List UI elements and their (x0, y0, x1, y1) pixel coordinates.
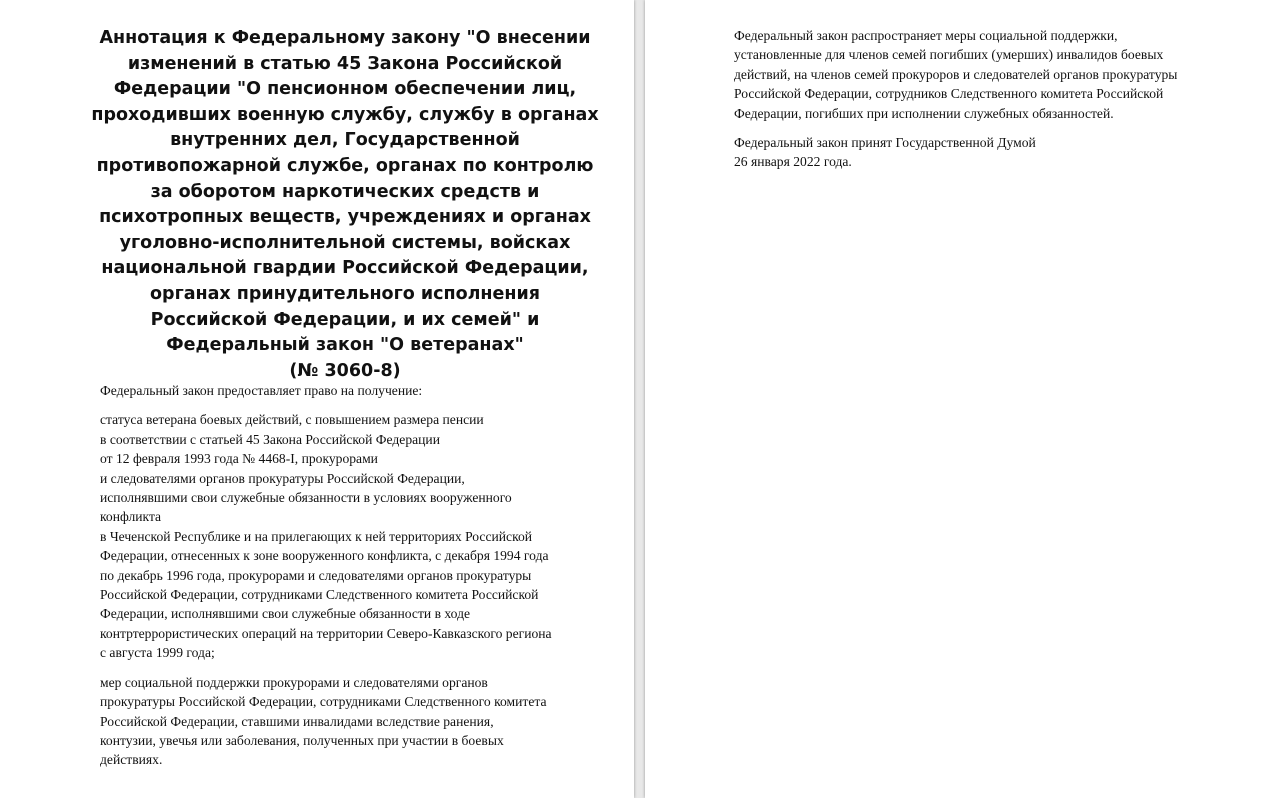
paragraph-veteran-status: статуса ветерана боевых действий, с повышением размера пенсии в соответствии с статьей 45 Закона Российской Федерации от 12 февраля 1993 года № 4468-I, прокурорами и следователями органов прокуратуры Российской Федерации, исполнявшими свои служебные обязанности в условиях вооруженного конфликта в Чеченской Республике и на прилегающих к ней территориях Российской Федерации, отнесенных к зоне вооруженного конфликта, с декабря 1994 года по декабрь 1996 года, прокурорами и следователями органов прокуратуры Российской Федерации, сотрудниками Следственного комитета Российской Федерации, исполнявшими свои служебные обязанности в ходе контртеррористических операций на территории Северо-Кавказского региона с августа 1999 года; (100, 412, 552, 661)
paragraph-adoption-date: Федеральный закон принят Государственной Думой 26 января 2022 года. (734, 135, 1036, 170)
page-1-body (100, 381, 600, 770)
paragraph-social-support: мер социальной поддержки прокурорами и следователями органов прокуратуры Российской Федерации, сотрудниками Следственного комитета Российской Федерации, ставшими инвалидами вследствие ранения, контузии, увечья или заболевания, полученных при участии в боевых действиях. (100, 674, 547, 768)
paragraph-family-support: Федеральный закон распространяет меры социальной поддержки, установленные для членов семей погибших (умерших) инвалидов боевых действий, на членов семей прокуроров и следователей органов прокуратуры Российской Федерации, сотрудников Следственного комитета Российской Федерации, погибших при исполнении служебных обязанностей. (734, 28, 1178, 121)
title-text: Аннотация к Федеральному закону "О внесении изменений в статью 45 Закона Российской Федерации "О пенсионном обеспечении лиц, проходивших военную службу, службу в органах внутренних дел, Государственной противопожарной службе, органах по контролю за оборотом наркотических средств и психотропных веществ, учреждениях и органах уголовно-исполнительной системы, войсках национальной гвардии Российской Федерации, органах принудительного исполнения Российской Федерации, и их семей" и Федеральный закон "О ветеранах" (91, 28, 599, 356)
bill-number: (№ 3060-8) (289, 360, 401, 381)
document-page-2 (645, 0, 1280, 798)
document-page-1 (0, 0, 634, 798)
document-title (90, 26, 600, 384)
page-2-body (734, 26, 1254, 172)
paragraph-intro: Федеральный закон предоставляет право на получение: (100, 383, 423, 398)
